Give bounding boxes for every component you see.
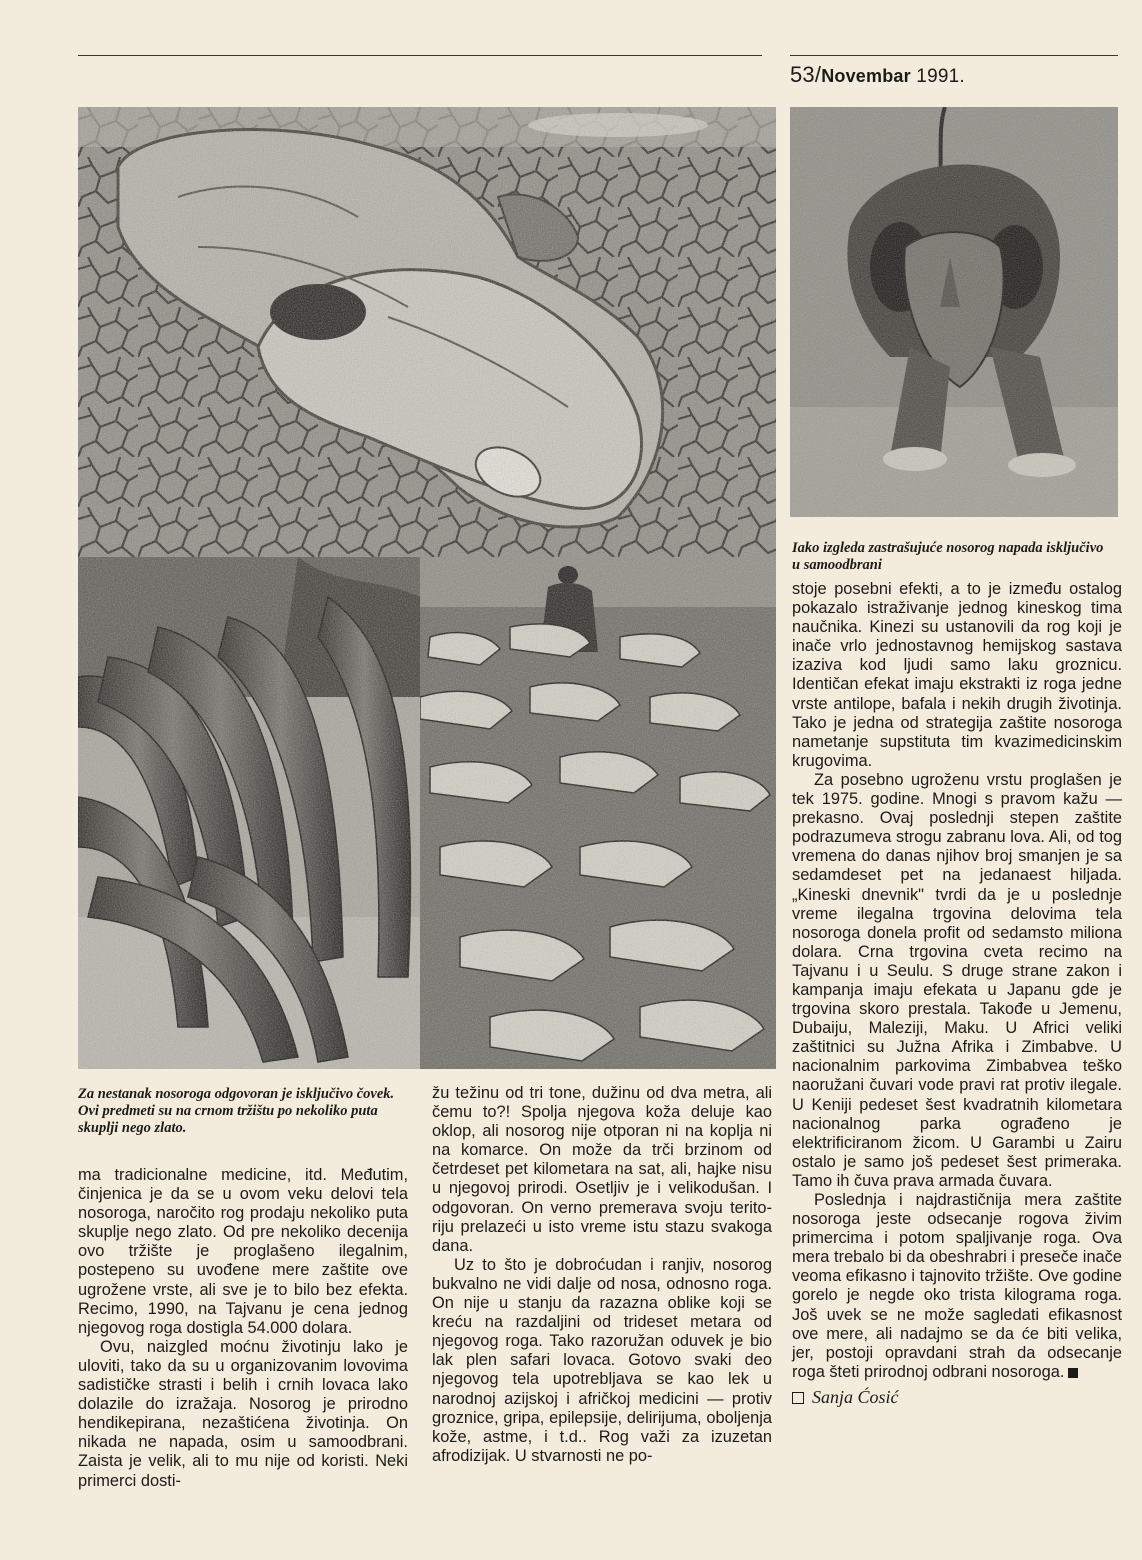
col1-paragraph-2: Ovu, naizgled moćnu životinju lako je uloviti, tako da su u organizovanim lovovima sadističke strasti i belih i crnih lovaca lako dolazile do izražaja. Nosorog je prirodno hendikepirana, nezaštićena životinja. On nikada ne napada, osim u samoodbrani. Zaista je velik, ali to mu nije od koristi. Neki primerci dosti- (78, 1337, 408, 1490)
col3-paragraph-3-text: Poslednja i najdrastičnija mera zaštite nosoroga jeste odsecanje rogova živim primercima i potom spaljivanje roga. Ova mera trebalo bi da obeshrabri i preseče inače veoma efikasno i tajnovito tržište. Ove godine gorelo je negde oko trista kilograma roga. Još uvek se ne može sagledati efikasnost ove mere, ali nadajmo se da će biti velika, jer, postoji opravdani strah da odsecanje roga šteti prirodnoj odbrani nosoroga. (792, 1191, 1122, 1381)
issue-month: Novembar (821, 66, 911, 86)
issue-number: 53/ (790, 62, 822, 87)
issue-year: 1991. (910, 66, 965, 87)
col2-paragraph-2: Uz to što je dobroćudan i ranjiv, nosorog bukvalno ne vidi dalje od nosa, odnosno roga. On nije u stanju da razazna oblike koji se kreću na razdaljini od trideset metara od njegovog roga. Tako razoružan oduvek je bio lak plen safari lovaca. Gotovo svaki deo njegovog tela upotrebljava se kao lek u narodnoj azijskoj i afričkoj medicini — protiv groznice, gripa, epilepsije, delirijuma, oboljenja kože, astme, i t.d.. Rog važi za izuzetan afrodizijak. U stvarnosti ne po- (432, 1255, 772, 1465)
col2-paragraph-1: žu težinu od tri tone, dužinu od dva metra, ali čemu to?! Spolja njegova koža deluje kao oklop, ali nosorog nije otporan ni na koplja ni na komarce. On može da trči brzinom od četrdeset pet kilometara na sat, ali, hajke nisu u njegovoj prirodi. Osetljiv je i velikodušan. I odgovoran. On verno premerava svoju teritoriju prelazeći u isto vreme istu stazu svakoga dana. (432, 1084, 772, 1255)
article-column-1 (78, 1166, 408, 1491)
author-line (792, 1388, 1122, 1408)
end-mark (1068, 1368, 1078, 1378)
author-name: Sanja Ćosić (812, 1386, 899, 1407)
col3-paragraph-3 (792, 1191, 1122, 1382)
author-box-icon (792, 1392, 804, 1404)
dead-rhino-photo (78, 107, 776, 557)
col3-paragraph-2: Za posebno ugroženu vrstu proglašen je tek 1975. godine. Mnogi s pravom kažu — prekasno. Ovaj poslednji stepen zaštite podrazumeva strogu zabranu lova. Ali, od tog vremena do danas njihov broj smanjen je sa sedamdeset pet na jedanaest hiljada. „Kineski dnevnik" tvrdi da je u poslednje vreme ilegalna trgovina delovima tela nosoroga donela profit od sedamsto miliona dolara. Crna trgovina cveta recimo na Tajvanu i u Seulu. S druge strane zakon i kampanja imaju efekata u Japanu gde je trgovina skoro prestala. Takođe u Jemenu, Dubaiju, Maleziji, Maku. U Africi veliki zaštitnici su Južna Afrika i Zimbabve. U nacionalnim parkovima Zimbabvea teško naoružani čuvari vode pravi rat protiv ilegale. U Keniji pedeset šest kvadratnih kilometara nacionalnog parka ograđeno je elektrificiranom žicom. U Garambi u Zairu ostalo je samo još pedeset šest primeraka. Tamo ih čuva prava armada čuvara. (792, 770, 1122, 1190)
rhino-charge-caption: Iako izgleda zastrašujuće nosorog napada isključivo u samoodbrani (792, 540, 1104, 573)
rhino-skulls-photo (420, 557, 776, 1069)
col3-paragraph-1: stoje posebni efekti, a to je između ostalog pokazalo istraživanje jednog kineskog tima naučnika. Kinezi su ustanovili da rog koji je inače vrlo jednostavnog hemijskog sastava izaziva kod ljudi samo laku groznicu. Identičan efekat imaju ekstrakti iz roga jedne vrste antilope, bafala i nekih drugih životinja. Tako je jedna od strategija zaštite nosoroga nametanje supstituta tim kvazimedicinskim krugovima. (792, 580, 1122, 770)
rhino-horns-photo (78, 557, 420, 1069)
charging-rhino-photo (790, 107, 1118, 517)
top-rule-right (790, 55, 1118, 56)
top-rule-left (78, 55, 762, 56)
issue-line (790, 62, 965, 88)
horns-caption: Za nestanak nosoroga odgovoran je isključivo čovek. Ovi predmeti su na crnom tržištu po nekoliko puta skuplji nego zlato. (78, 1086, 395, 1136)
col1-paragraph-1: ma tradicionalne medicine, itd. Međutim, činjenica je da se u ovom veku delovi tela nosoroga, naročito rog prodaju nekoliko puta skuplje nego zlato. Od pre nekoliko decenija ovo tržište je proglašeno ilegalnim, postepeno su uvođene mere zaštite ove ugrožene vrste, ali sve je to bilo bez efekta. Recimo, 1990, na Tajvanu je cena jednog njegovog roga dostigla 54.000 dolara. (78, 1166, 408, 1337)
article-column-3 (792, 580, 1122, 1408)
article-column-2 (432, 1084, 772, 1466)
